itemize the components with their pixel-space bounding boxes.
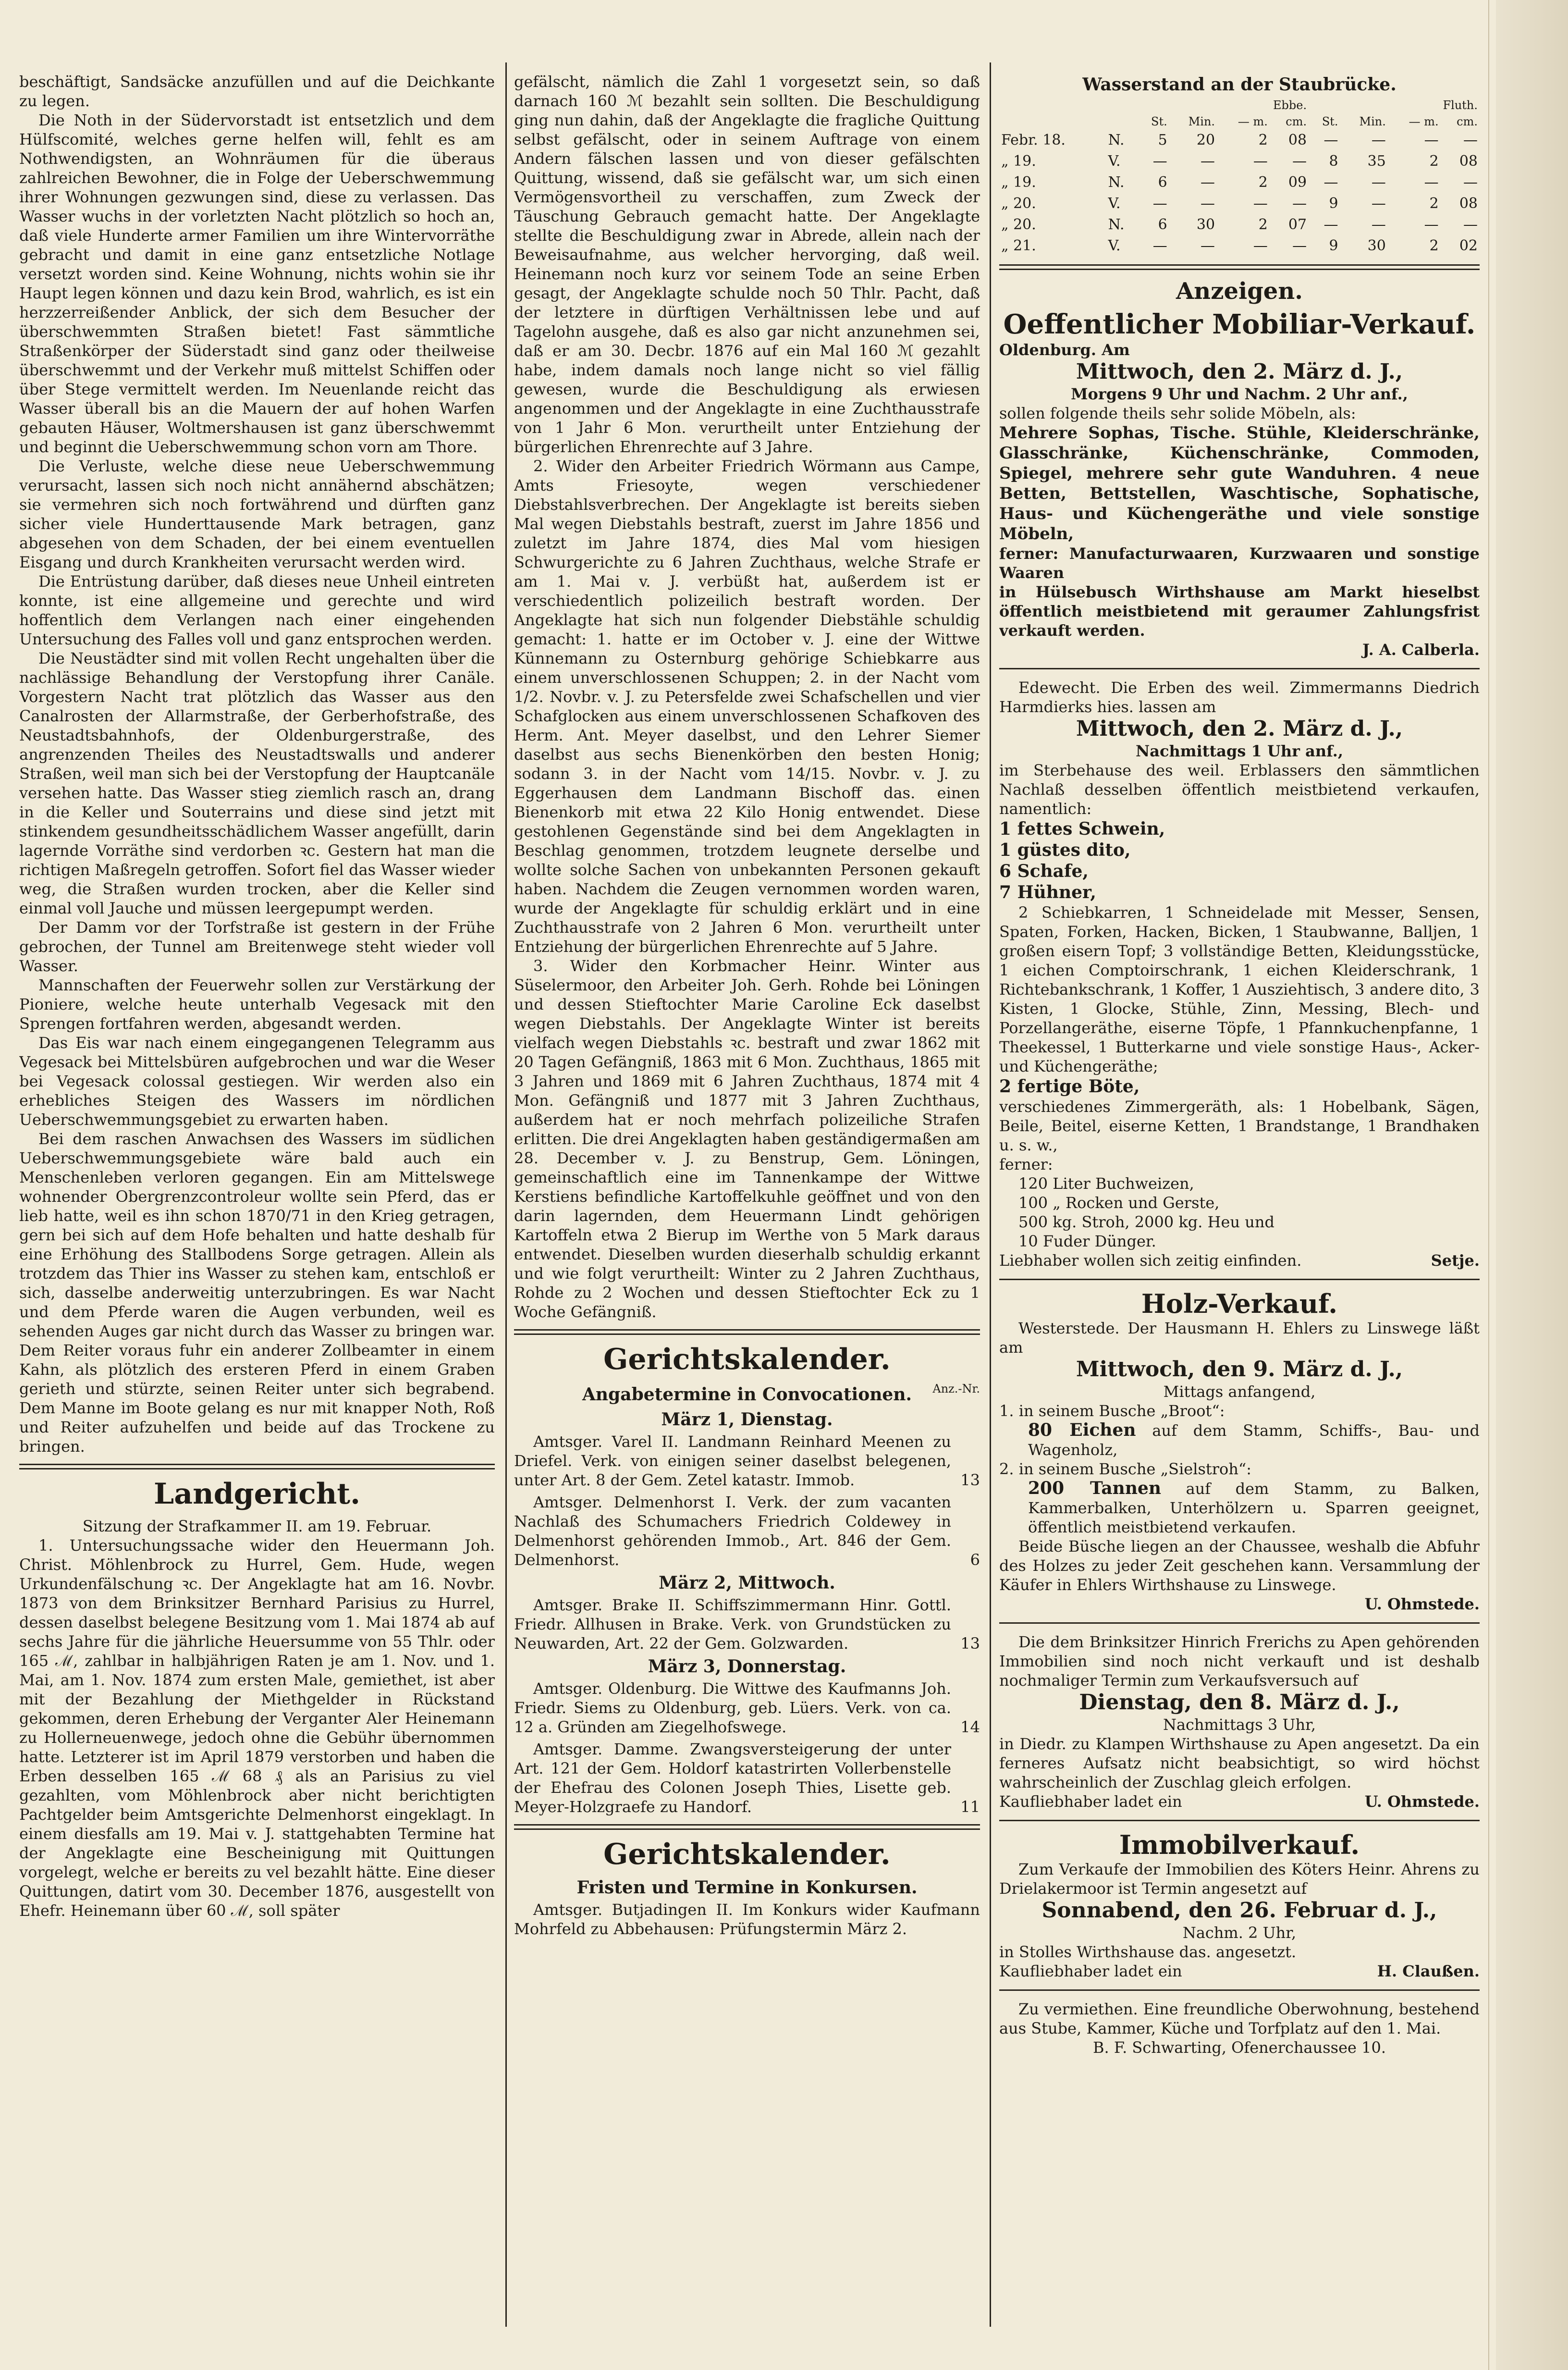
article-paragraph: Die Neustädter sind mit vollen Recht ungehalten über die nachlässige Behandlung der Verstopfung ihrer Canäle. Vorgestern Nacht trat plötzlich das Wasser aus den Canalrosten der Allarmstraße, der Gerberhofstraße, des Neustadtsbahnhofs, der Oldenburgerstraße, des angrenzenden Theiles des Neustadtswalls und anderer Straßen, weil man sich bei der Verstopfung der Hauptcanäle versehen hatte. Das Wasser stieg ziemlich rasch an, drang in die Keller und Souterrains und diese sind jetzt mit stinkendem gesundheitsschädlichem Wasser angefüllt, darin lagernde Vorräthe sind verdorben ꝛc. Gestern hat man die richtigen Maßregeln getroffen. Sofort fiel das Wasser wieder weg, die Straßen wurden trocken, aber die Keller sind einmal voll Jauche und müssen leergepumpt werden. [19,649,495,917]
ad-closing: Liebhaber wollen sich zeitig einfinden. [999,1251,1302,1270]
ad-title: Immobilverkauf. [1119,1829,1360,1860]
article-paragraph: Die Verluste, welche diese neue Ueberschwemmung verursacht, lassen sich noch nicht annähernd abschätzen; sie vermehren sich noch fortwährend und dürften ganz sicher viele Hunderttausende Mark betragen, ganz abgesehen von dem Schaden, der bei einem eventuellen Eisgang und durch Krankheiten verursacht werden wird. [19,457,495,571]
article-paragraph: Die Noth in der Südervorstadt ist entsetzlich und dem Hülfscomité, welches gerne helfen will, fehlt es am Nothwendigsten, an Wohnräumen für die überaus zahlreichen Bewohner, die in Folge der Ueberschwemmung ihrer Wohnungen gezwungen sind, diese zu verlassen. Das Wasser wuchs in der vorletzten Nacht plötzlich so hoch an, daß viele Hunderte armer Familien um ihre Wintervorräthe gebracht und damit in eine ganz entsetzliche Notlage versetzt worden sind. Keine Wohnung, nichts wohin sie ihr Haupt legen können und dazu kein Brod, wahrlich, es ist ein herzzerreißender Anblick, der sich dem Besucher der überschwemmten Straßen bietet! Fast sämmtliche Straßenkörper der Süderstadt sind ganz oder theilweise überschwemmt und der Verkehr muß mittelst Schiffen oder über Stege vermittelt werden. Im Neuenlande reicht das Wasser überall bis an die Mauern der auf hohen Warfen gebauten Häuser, Woltmershausen ist ganz überschwemmt und beginnt die Ueberschwemmung schon vorn am Thore. [19,111,495,456]
water-level-table [999,97,1480,257]
calendar-day: März 1, Dienstag. [661,1409,833,1430]
article-paragraph: beschäftigt, Sandsäcke anzufüllen und auf die Deichkante zu legen. [19,73,495,110]
ad-goods: Mehrere Sophas, Tische. Stühle, Kleiderschränke, Glasschränke, Küchenschränke, Commoden, Spiegel, mehrere sehr gute Wanduhren. 4 neue Betten, Bettstellen, Waschtische, Sophatische, Haus- und Küchengeräthe und viele sonstige Möbeln, [999,423,1480,543]
session-line: Sitzung der Strafkammer II. am 19. Februar. [82,1517,432,1535]
ad-footer [999,1962,1480,1981]
column-rule-right [990,62,991,2327]
ad-time: Mittags anfangend, [1163,1382,1316,1401]
court-case-text: 2. Wider den Arbeiter Friedrich Wörmann aus Campe, Amts Friesoyte, wegen verschiedener Diebstahlsverbrechen. Der Angeklagte ist bereits sieben Mal wegen Diebstahls bestraft, zuerst im Jahre 1856 und zuletzt im Jahre 1874, dies Mal vom hiesigen Schwurgerichte zu 6 Jahren Zuchthaus, welche Strafe er am 1. Mai v. J. verbüßt hat, außerdem ist er verschiedentlich polizeilich bestraft worden. Der Angeklagte hat sich nun folgender Diebstähle schuldig gemacht: 1. hatte er im October v. J. eine der Wittwe Künnemann zu Osternburg gehörige Schiebkarre aus einem unverschlossenen Schuppen; 2. in der Nacht vom 1/2. Novbr. v. J. zu Petersfelde zwei Schafschellen und vier Schafglocken aus einem unverschlossenen Schafkoven des Herm. Ant. Meyer daselbst, und den Lehrer Siemer daselbst aus sechs Bienenkörben den besten Honig; sodann 3. in der Nacht vom 14/15. Novbr. v. J. zu Eggerhausen dem Landmann Bischoff das. einen Bienenkorb mit etwa 22 Kilo Honig entwendet. Diese gestohlenen Gegenstände sind bei dem Angeklagten in Beschlag genommen, trotzdem leugnete derselbe und wollte solche Sachen von unbekannten Personen gekauft haben. Nachdem die Zeugen vernommen worden waren, wurde der Angeklagte für schuldig erklärt und in eine Zuchthausstrafe von 2 Jahren 6 Mon. verurtheilt unter Entziehung der bürgerlichen Ehrenrechte auf 5 Jahre. [514,457,980,956]
ad-time: Nachm. 2 Uhr, [1182,1924,1297,1942]
table-row: „ 20. N. 6 30 2 07 — — — — [1001,216,1478,233]
ad-item: 2 fertige Böte, [999,1076,1140,1097]
unit-head: cm. [1457,115,1478,128]
calendar-entry-text: Amtsger. Butjadingen II. Im Konkurs wider Kaufmann Mohrfeld zu Abbehausen: Prüfungstermin März 2. [514,1901,980,1938]
ad-time: Morgens 9 Uhr und Nachm. 2 Uhr anf., [1071,385,1408,403]
ad-immobilverkauf [999,1830,1480,1981]
ad-text: in Diedr. zu Klampen Wirthshause zu Apen angesetzt. Da ein ferneres Aufsatz nicht beabsichtigt, so wird höchst wahrscheinlich der Zuschlag gleich erfolgen. [999,1735,1480,1791]
column-rule-left [505,62,507,2327]
ad-closing: Kaufliebhaber ladet ein [999,1962,1182,1980]
calendar-entry [514,1432,980,1490]
ad-signature: U. Ohmstede. [1364,1792,1480,1811]
calendar-entry-text: Amtsger. Brake II. Schiffszimmermann Hinr. Gottl. Friedr. Allhusen in Brake. Verk. von Grundstücken zu Neuwarden, Art. 22 der Gem. Golzwarden. [514,1596,951,1653]
ad-title: Holz-Verkauf. [1141,1288,1338,1319]
table-row: Febr. 18. N. 5 20 2 08 — — — — [1001,132,1478,148]
unit-head: cm. [1286,115,1307,128]
article-paragraph: Das Eis war nach einem eingegangenen Telegramm aus Vegesack bei Mittelsbüren aufgebrochen und war die Weser bei Vegesack colossal gestiegen. Wir werden also ein erhebliches Steigen des Wassers im nördlichen Ueberschwemmungsgebiet zu erwarten haben. [19,1034,495,1129]
calendar-entry-text: Amtsger. Damme. Zwangsversteigerung der unter Art. 121 der Gem. Holdorf katastrirten Vollerbenstelle der Ehefrau des Colonen Joseph Thies, Lisette geb. Meyer-Holzgraefe zu Handorf. [514,1740,951,1816]
ad-signature: H. Claußen. [1377,1962,1480,1980]
calendar-day: März 3, Donnerstag. [648,1656,846,1677]
column-left [19,72,495,2317]
ad-item: 1 fettes Schwein, [999,819,1165,839]
section-divider [19,1464,495,1469]
unit-head: St. [1322,115,1338,128]
court-case-text: 1. Untersuchungssache wider den Heuermann Joh. Christ. Möhlenbrock zu Hurrel, Gem. Hude, wegen Urkundenfälschung ꝛc. Der Angeklagte hat am 16. Novbr. 1873 von dem Brinksitzer Bernhard Parisius zu Hurrel, dessen daselbst belegene Besitzung vom 1. Mai 1874 ab auf sechs Jahre für die jährliche Heuersumme von 55 Thlr. oder 165 ℳ, zahlbar in halbjährigen Raten je am 1. Nov. und 1. Mai, am 1. Nov. 1874 zum ersten Male, gemiethet, ist aber mit der Bezahlung der Miethgelder in Rückstand gekommen, deren Erhebung der Verganter Aler Heinemann zu Hollerneuenwege, jedoch ohne die Gebühr übernommen hatte. Letzterer ist im April 1879 verstorben und haben die Erben desselben 165 ℳ 68 ₰ als an Parisius zu viel gezahlten, vom Möhlenbrock aber nicht berichtigten Pachtgelder beim Amtsgerichte Delmenhorst eingeklagt. In einem diesfalls am 19. Mai v. J. stattgehabten Termine hat der Angeklagte eine Bescheinigung mit Quittungen vorgelegt, welche er bereits zu vel bezahlt hätte. Eine dieser Quittungen, datirt vom 30. December 1876, ausgestellt von Ehefr. Heinemann über 60 ℳ, soll später [19,1536,495,1920]
ad-list-item: 10 Fuder Dünger. [1018,1232,1156,1250]
page-edge-line [1488,0,1489,2370]
ad-where: in Hülsebusch Wirthshause am Markt hieselbst öffentlich meistbietend mit geraumer Zahlungsfrist verkauft werden. [999,583,1480,640]
court-case-text: 3. Wider den Korbmacher Heinr. Winter aus Süselermoor, den Arbeiter Joh. Gerh. Rohde bei Löningen und dessen Stieftochter Marie Caroline Eck daselbst wegen Diebstahls. Der Angeklagte Winter ist bereits vielfach wegen Diebstahls ꝛc. bestraft und zwar 1862 mit 20 Tagen Gefängniß, 1863 mit 6 Mon. Zuchthaus, 1865 mit 3 Jahren und 1869 mit 6 Jahren Zuchthaus, 1874 mit 4 Mon. Gefängniß und 1877 mit 3 Jahren Zuchthaus, außerdem hat er noch mehrfach polizeiliche Strafen erlitten. Die drei Angeklagten haben geständigermaßen am 28. December v. J. zu Benstrup, Gem. Löningen, gemeinschaftlich eine im Tannenkampe der Wittwe Kerstiens befindliche Kartoffelkuhle geöffnet und von den darin lagernden, dem Heuermann Lindt gehörigen Kartoffeln etwa 2 Bierup im Werthe von 5 Mark daraus entwendet. Dieselben wurden dieserhalb schuldig erkannt und wie folgt verurtheilt: Winter zu 2 Jahren Zuchthaus, Rohde zu 2 Wochen und dessen Stieftochter Eck zu 1 Woche Gefängniß. [514,957,980,1321]
ad-text: Zu vermiethen. Eine freundliche Oberwohnung, bestehend aus Stube, Kammer, Küche und Torfplatz auf den 1. Mai. [999,2000,1480,2037]
page-edge [1496,0,1568,2370]
article-paragraph: Der Damm vor der Torfstraße ist gestern in der Frühe gebrochen, der Tunnel am Breitenwege steht wieder voll Wasser. [19,918,495,975]
ad-item: 7 Hühner, [999,882,1096,902]
ad-date: Mittwoch, den 2. März d. J., [1076,359,1403,384]
ad-divider [999,1820,1480,1821]
calendar-entry-number: 13 [960,1634,980,1653]
calendar-entry-text: Amtsger. Delmenhorst I. Verk. der zum vacanten Nachlaß des Schumachers Friedrich Coldewey in Delmenhorst gehörenden Immob., Art. 846 der Gem. Delmenhorst. [514,1493,951,1569]
ad-date: Dienstag, den 8. März d. J., [1079,1690,1400,1715]
ad-footer [999,1251,1480,1270]
ad-item: 1 güstes dito, [999,840,1131,860]
ad-time: Nachmittags 3 Uhr, [1163,1716,1316,1734]
section-heading-gerichtskalender-2: Gerichtskalender. [603,1838,891,1871]
calendar-entry [514,1740,980,1816]
unit-head: Min. [1188,115,1215,128]
ad-text: auf dem Stamm, zu Balken, Kammerbalken, Unterhölzern u. Sparren geeignet, öffentlich meistbietend verkaufen. [1028,1480,1480,1536]
ad-nachlass [999,678,1480,1270]
ad-intro: Westerstede. Der Hausmann H. Ehlers zu Linswege läßt am [999,1319,1480,1357]
calendar-entry-text: Amtsger. Varel II. Landmann Reinhard Meenen zu Driefel. Verk. von einigen seiner daselbst belegenen, unter Art. 8 der Gem. Zetel katastr. Immob. [514,1432,951,1489]
article-paragraph: Mannschaften der Feuerwehr sollen zur Verstärkung der Pioniere, welche heute unterhalb Vegesack mit den Sprengen fortfahren werden, abgesandt werden. [19,976,495,1033]
ad-divider [999,1622,1480,1624]
ad-divider [999,668,1480,669]
ad-signature: B. F. Schwarting, Ofenerchaussee 10. [1092,2038,1386,2057]
ad-signature: J. A. Calberla. [1362,641,1480,659]
ad-list-item: 500 kg. Stroh, 2000 kg. Heu und [1018,1213,1274,1231]
ad-vermiethen [999,2000,1480,2057]
ad-date: Mittwoch, den 9. März d. J., [1076,1357,1403,1382]
section-divider [514,1329,980,1335]
ad-signature: Setje. [1431,1251,1480,1270]
calendar-entry-number: 13 [960,1471,980,1489]
article-paragraph: Bei dem raschen Anwachsen des Wassers im südlichen Ueberschwemmungsgebiete wäre bald auch ein Menschenleben verloren gegangen. Ein am Mittelswege wohnender Obergrenzcontroleur wollte sein Pferd, das er lieb hatte, weil es ihn schon 1870/71 in den Krieg getragen, gern bei sich auf dem Hofe behalten und hatte deshalb für eine Erhöhung des Stallbodens Sorge getragen. Allein als trotzdem das Thier ins Wasser zu stehen kam, entschloß er sich, dasselbe anderweitig unterzubringen. Es war Nacht und dem Pferde waren die Augen verbunden, weil es sehenden Auges gar nicht durch das Wasser zu bringen war. Dem Reiter voraus fuhr ein anderer Zollbeamter in einem Kahn, als plötzlich des ersteren Pferd in einem Graben gerieth und stürzte, seinen Reiter unter sich begrabend. Dem Manne im Boote gelang es nur mit knapper Noth, Roß und Reiter aufzuhelfen und beide auf das Trockene zu bringen. [19,1130,495,1456]
court-case-text: gefälscht, nämlich die Zahl 1 vorgesetzt sein, so daß darnach 160 ℳ bezahlt sein sollten. Die Beschuldigung ging nun dahin, daß der Angeklagte die fragliche Quittung selbst gefälscht, oder in seinem Auftrage von einem Andern fälschen lassen und von dieser gefälschten Quittung, wissend, daß sie gefälscht war, um sich einen Vermögensvortheil zu verschaffen, zum Zweck der Täuschung Gebrauch gemacht hatte. Der Angeklagte stellte die Beschuldigung zwar in Abrede, allein nach der Beweisaufnahme, aus welcher hervorging, daß weil. Heinemann noch kurz vor seinem Tode an seine Erben gesagt, der Angeklagte schulde noch 50 Thlr. Pacht, daß der letztere in dürftigen Verhältnissen lebe und auf Tagelohn ausgehe, daß es also gar nicht anzunehmen sei, daß er am 30. Decbr. 1876 auf ein Mal 160 ℳ gezahlt habe, indem damals noch lange nicht so viel fällig gewesen, wurde die Beschuldigung als erwiesen angenommen und der Angeklagte in eine Zuchthausstrafe von 1 Jahr 6 Mon. verurtheilt unter Entziehung der bürgerlichen Ehrenrechte auf 3 Jahre. [514,73,980,456]
anzeigen-heading: Anzeigen. [1176,278,1303,305]
ad-text: 1. in seinem Busche „Broot“: [999,1402,1225,1420]
unit-head: Min. [1359,115,1386,128]
ad-text: ferner: [999,1155,1053,1173]
ad-date: Sonnabend, den 26. Februar d. J., [1041,1898,1437,1923]
ad-item: 80 Eichen [1028,1420,1136,1440]
table-row: „ 20. V. — — — — 9 — 2 08 [1001,195,1478,212]
ad-lead: sollen folgende theils sehr solide Möbeln, als: [999,404,1356,422]
section-divider [514,1824,980,1830]
ad-intro: Zum Verkaufe der Immobilien des Köters Heinr. Ahrens zu Drielakermoor ist Termin angesetzt auf [999,1860,1480,1898]
ad-title: Oeffentlicher Mobiliar-Verkauf. [1003,309,1476,340]
ad-text: 2. in seinem Busche „Sielstroh“: [999,1460,1252,1478]
ad-divider [999,1279,1480,1280]
ebbe-head: Ebbe. [1273,99,1307,112]
ad-closing: Kaufliebhaber ladet ein [999,1792,1182,1811]
section-heading-landgericht: Landgericht. [154,1477,360,1511]
calendar-entry [514,1679,980,1737]
ad-divider [999,1989,1480,1991]
ad-date: Mittwoch, den 2. März d. J., [1076,716,1403,741]
ad-lead: im Sterbehause des weil. Erblassers den sämmtlichen Nachlaß desselben öffentlich meistbietend verkaufen, namentlich: [999,761,1480,818]
ad-intro: Die dem Brinksitzer Hinrich Frerichs zu Apen gehörenden Immobilien sind noch nicht verkauft und ist deshalb nochmaliger Termin zum Verkaufsversuch auf [999,1633,1480,1690]
water-level-title: Wasserstand an der Staubrücke. [1082,74,1396,95]
ad-note: Beide Büsche liegen an der Chaussee, weshalb die Abfuhr des Holzes zu jeder Zeit geschehen kann. Versammlung der Käufer in Ehlers Wirthshause zu Linswege. [999,1537,1480,1594]
ad-footer [999,1792,1480,1811]
ad-text: verschiedenes Zimmergeräth, als: 1 Hobelbank, Sägen, Beile, Beitel, eiserne Ketten, 1 Brandstange, 1 Brandhaken u. s. w., [999,1098,1480,1154]
calendar-subtitle: Angabetermine in Convocationen. [582,1384,912,1405]
ad-text: in Stolles Wirthshause das. angesetzt. [999,1943,1297,1961]
ad-immobilien-apen [999,1632,1480,1811]
calendar-entry-text: Amtsger. Oldenburg. Die Wittwe des Kaufmanns Joh. Friedr. Siems zu Oldenburg, geb. Lüers. Verk. von ca. 12 a. Gründen am Ziegelhofswege. [514,1679,951,1736]
column-right [999,72,1480,2317]
ad-text: 2 Schiebkarren, 1 Schneidelade mit Messer, Sensen, Spaten, Forken, Hacken, Bicken, 1 Staubwanne, Balljen, 1 großen eisern Topf; 3 vollständige Betten, Kleidungsstücke, 1 eichen Comptoirschrank, 1 eichen Kleiderschrank, 1 Richtebankschrank, 1 Koffer, 1 Ausziehtisch, 3 andere dito, 3 Kisten, 1 Glocke, Stühle, Zinn, Messing, Blech- und Porzellangeräthe, eiserne Töpfe, 1 Pfannkuchenpfanne, 1 Theekessel, 1 Butterkarne und viele sonstige Haus-, Acker- und Küchengeräthe; [999,903,1480,1075]
section-heading-gerichtskalender: Gerichtskalender. [603,1343,891,1376]
calendar-entry-number: 11 [960,1798,980,1816]
ad-intro: Edewecht. Die Erben des weil. Zimmermanns Diedrich Harmdierks hies. lassen am [999,679,1480,716]
ad-mobiliar [999,309,1480,659]
ad-place: Oldenburg. Am [999,341,1130,359]
table-row: „ 21. V. — — — — 9 30 2 02 [1001,237,1478,254]
ad-list-item: 120 Liter Buchweizen, [1018,1174,1194,1193]
unit-head: — m. [1409,115,1439,128]
table-row: „ 19. V. — — — — 8 35 2 08 [1001,153,1478,170]
fluth-head: Fluth. [1443,99,1478,112]
calendar-entry-number: 14 [960,1718,980,1736]
ad-item: 200 Tannen [1028,1478,1162,1498]
ad-signature: U. Ohmstede. [1364,1595,1480,1613]
column-middle [514,72,980,2317]
calendar-subtitle: Fristen und Termine in Konkursen. [576,1877,918,1898]
ad-holz [999,1289,1480,1614]
unit-head: — m. [1237,115,1268,128]
table-row: „ 19. N. 6 — 2 09 — — — — [1001,174,1478,191]
calendar-subhead [514,1382,980,1407]
calendar-entry [514,1595,980,1653]
section-divider [999,264,1480,270]
unit-head: St. [1151,115,1167,128]
number-column-head: Anz.-Nr. [932,1382,980,1395]
calendar-entry-number: 6 [970,1551,980,1569]
ad-more: ferner: Manufacturwaaren, Kurzwaaren und sonstige Waaren [999,544,1480,582]
ad-text: auf dem Stamm, Schiffs-, Bau- und Wagenholz, [1028,1421,1480,1459]
calendar-day: März 2, Mittwoch. [659,1573,835,1593]
calendar-entry [514,1493,980,1569]
ad-item: 6 Schafe, [999,861,1089,881]
article-paragraph: Die Entrüstung darüber, daß dieses neue Unheil eintreten konnte, ist eine allgemeine und gerechte und wird hoffentlich dem Verlangen nach einer eingehenden Untersuchung des Falles voll und ganz entsprochen werden. [19,572,495,648]
ad-time: Nachmittags 1 Uhr anf., [1135,742,1344,760]
ad-list-item: 100 „ Rocken und Gerste, [1018,1194,1220,1212]
